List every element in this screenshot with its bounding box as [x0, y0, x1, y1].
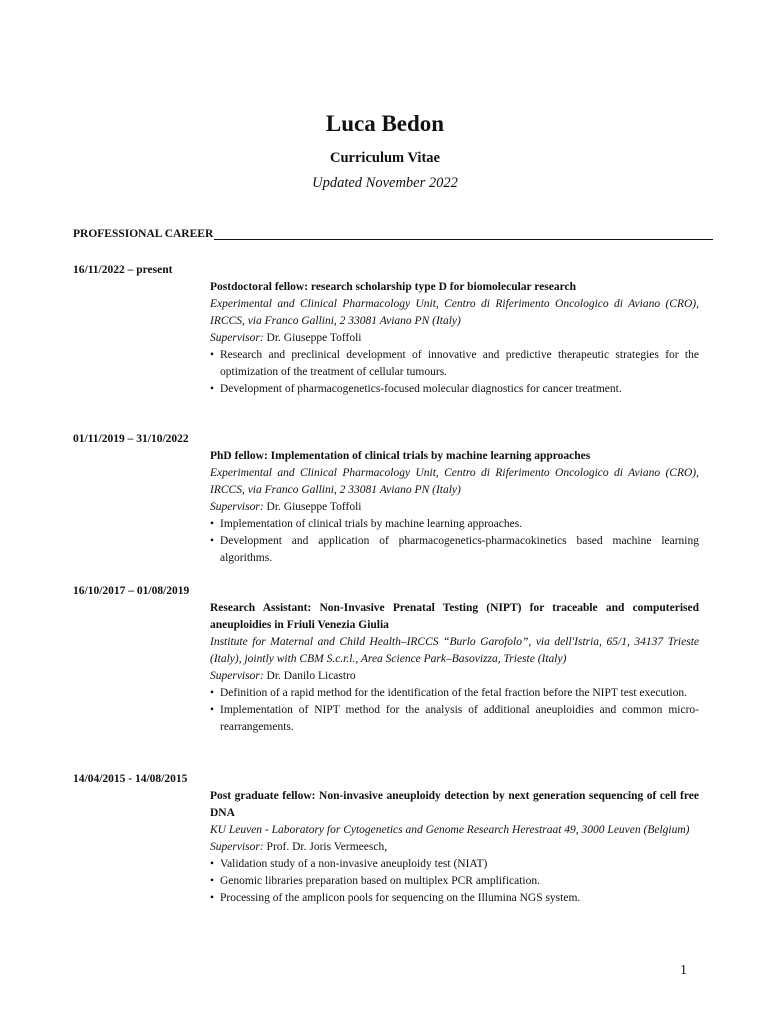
entry-institution: Experimental and Clinical Pharmacology Unit, Centro di Riferimento Oncologico di Aviano (CRO), IRCCS, via Franco Gallini, 2 33081 Aviano PN (Italy)	[210, 298, 699, 327]
supervisor-name: Prof. Dr. Joris Vermeesch,	[263, 841, 388, 853]
bullet-text: Definition of a rapid method for the identification of the fetal fraction before the NIPT test execution.	[220, 687, 687, 699]
entry-supervisor	[210, 330, 699, 347]
entry-supervisor	[210, 499, 699, 516]
bullet-text: Genomic libraries preparation based on multiplex PCR amplification.	[220, 875, 541, 887]
person-name: Luca Bedon	[325, 111, 445, 136]
career-entry	[73, 771, 699, 907]
bullet-icon: •	[210, 535, 215, 547]
bullet-icon: •	[210, 518, 215, 530]
section-title: PROFESSIONAL CAREER	[73, 228, 214, 240]
bullet-icon: •	[210, 858, 215, 870]
entry-body	[210, 448, 699, 567]
supervisor-label: Supervisor:	[210, 670, 264, 682]
entry-bullet-list	[210, 856, 699, 907]
bullet-text: Development of pharmacogenetics-focused molecular diagnostics for cancer treatment.	[220, 383, 622, 395]
list-item	[210, 702, 699, 736]
entry-title: Postdoctoral fellow: research scholarship type D for biomolecular research	[210, 281, 577, 293]
bullet-text: Implementation of clinical trials by machine learning approaches.	[220, 518, 523, 530]
bullet-icon: •	[210, 892, 215, 904]
entry-bullet-list	[210, 516, 699, 567]
list-item	[210, 856, 699, 873]
list-item	[210, 685, 699, 702]
page-number: 1	[680, 963, 687, 978]
entry-body	[210, 279, 699, 398]
entry-title: PhD fellow: Implementation of clinical trials by machine learning approaches	[210, 450, 591, 462]
bullet-icon: •	[210, 875, 215, 887]
entry-supervisor	[210, 668, 699, 685]
entry-date: 14/04/2015 - 14/08/2015	[73, 773, 188, 785]
entry-institution: KU Leuven - Laboratory for Cytogenetics and Genome Research Herestraat 49, 3000 Leuven (Belgium)	[210, 824, 690, 836]
bullet-icon: •	[210, 383, 215, 395]
bullet-text: Development and application of pharmacogenetics-pharmacokinetics based machine learning algorithms.	[220, 535, 699, 564]
supervisor-name: Dr. Danilo Licastro	[263, 670, 356, 682]
career-entry	[73, 262, 699, 398]
bullet-icon: •	[210, 687, 215, 699]
entry-title: Research Assistant: Non-Invasive Prenatal Testing (NIPT) for traceable and computerised aneuploidies in Friuli Venezia Giulia	[210, 602, 699, 631]
entry-institution: Experimental and Clinical Pharmacology Unit, Centro di Riferimento Oncologico di Aviano (CRO), IRCCS, via Franco Gallini, 2 33081 Aviano PN (Italy)	[210, 467, 699, 496]
list-item	[210, 890, 699, 907]
list-item	[210, 381, 699, 398]
bullet-icon: •	[210, 349, 215, 361]
entry-title: Post graduate fellow: Non-invasive aneuploidy detection by next generation sequencing of cell free DNA	[210, 790, 699, 819]
supervisor-name: Dr. Giuseppe Toffoli	[263, 501, 362, 513]
entry-body	[210, 788, 699, 907]
updated-date: Updated November 2022	[312, 175, 458, 191]
supervisor-name: Dr. Giuseppe Toffoli	[263, 332, 362, 344]
entry-bullet-list	[210, 347, 699, 398]
entry-date: 16/10/2017 – 01/08/2019	[73, 585, 190, 597]
list-item	[210, 347, 699, 381]
entry-supervisor	[210, 839, 699, 856]
bullet-icon: •	[210, 704, 215, 716]
list-item	[210, 533, 699, 567]
list-item	[210, 516, 699, 533]
entry-date: 01/11/2019 – 31/10/2022	[73, 433, 189, 445]
supervisor-label: Supervisor:	[210, 841, 264, 853]
document-subtitle: Curriculum Vitae	[330, 150, 440, 166]
supervisor-label: Supervisor:	[210, 501, 264, 513]
supervisor-label: Supervisor:	[210, 332, 264, 344]
career-entry	[73, 431, 699, 567]
bullet-text: Validation study of a non-invasive aneuploidy test (NIAT)	[220, 858, 488, 870]
entry-institution: Institute for Maternal and Child Health–IRCCS “Burlo Garofolo”, via dell'Istria, 65/1, 34137 Trieste (Italy), jointly with CBM S.c.r.l., Area Science Park–Basovizza, Trieste (Italy)	[210, 636, 699, 665]
entry-date: 16/11/2022 – present	[73, 264, 173, 276]
bullet-text: Implementation of NIPT method for the analysis of additional aneuploidies and common micro-rearrangements.	[220, 704, 699, 733]
section-heading	[73, 228, 713, 240]
list-item	[210, 873, 699, 890]
career-entry	[73, 583, 699, 736]
bullet-text: Processing of the amplicon pools for sequencing on the Illumina NGS system.	[220, 892, 581, 904]
bullet-text: Research and preclinical development of innovative and predictive therapeutic strategies for the optimization of the treatment of cellular tumours.	[220, 349, 699, 378]
entry-body	[210, 600, 699, 736]
entry-bullet-list	[210, 685, 699, 736]
section-rule	[214, 230, 713, 240]
